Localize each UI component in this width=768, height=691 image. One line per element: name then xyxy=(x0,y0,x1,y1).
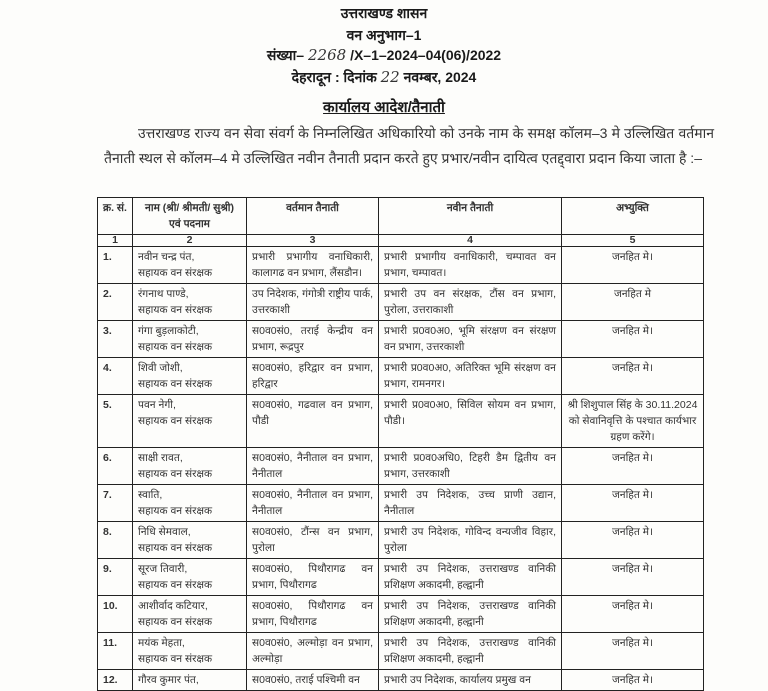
cell-name-name: स्वाति, xyxy=(138,489,163,501)
col-number: 4 xyxy=(379,235,562,247)
cell-name xyxy=(133,321,247,358)
cell-new-posting-new: प्रभारी प्र0व0अ0, सिविल सोयम वन प्रभाग, पौडी। xyxy=(384,399,556,427)
cell-remark xyxy=(562,485,704,522)
table-row xyxy=(98,247,704,284)
cell-sn-sn: 9. xyxy=(103,563,112,575)
cell-sn xyxy=(98,596,133,633)
cell-new-posting-new: प्रभारी उप निदेशक, उत्तराखण्ड वानिकी प्रशिक्षण अकादमी, हल्द्वानी xyxy=(384,563,556,591)
cell-name-name: नवीन चन्द्र पंत, xyxy=(138,251,195,263)
place-date-label: देहरादून : दिनांक xyxy=(291,69,377,85)
cell-new-posting-new: प्रभारी उप निदेशक, कार्यालय प्रमुख वन xyxy=(384,674,531,686)
col-number: 2 xyxy=(133,235,247,247)
cell-new-posting xyxy=(379,284,562,321)
cell-name-name: निधि सेमवाल, xyxy=(138,526,191,538)
cell-name xyxy=(133,284,247,321)
cell-name-post: सहायक वन संरक्षक xyxy=(138,468,213,480)
cell-remark xyxy=(562,633,704,670)
table-row xyxy=(98,284,704,321)
header-name: नाम (श्री/ श्रीमती/ सुश्री) एवं पदनाम xyxy=(133,198,247,235)
cell-sn-sn: 5. xyxy=(103,399,112,411)
cell-sn xyxy=(98,633,133,670)
cell-sn-sn: 10. xyxy=(103,600,118,612)
order-title: कार्यालय आदेश/तैनाती xyxy=(323,99,445,116)
cell-new-posting xyxy=(379,395,562,448)
handwritten-date: 22 xyxy=(380,68,400,86)
cell-name-name: आशीर्वाद कटियार, xyxy=(138,600,208,612)
cell-name-post: सहायक वन संरक्षक xyxy=(138,653,213,665)
table-row xyxy=(98,522,704,559)
cell-name-name: गौरव कुमार पंत, xyxy=(138,674,199,686)
cell-current-posting xyxy=(247,522,379,559)
cell-sn xyxy=(98,321,133,358)
cell-remark xyxy=(562,448,704,485)
cell-current-posting xyxy=(247,247,379,284)
table-row xyxy=(98,485,704,522)
cell-name-name: शिवी जोशी, xyxy=(138,362,183,374)
cell-name xyxy=(133,596,247,633)
col-number: 1 xyxy=(98,235,133,247)
cell-name-name: रंगनाथ पाण्डे, xyxy=(138,288,189,300)
cell-sn-sn: 8. xyxy=(103,526,112,538)
cell-remark-remark: जनहित मे। xyxy=(611,452,654,464)
cell-sn xyxy=(98,670,133,691)
cell-sn xyxy=(98,395,133,448)
cell-sn-sn: 12. xyxy=(103,674,118,686)
header-new: नवीन तैनाती xyxy=(379,198,562,235)
cell-current-posting xyxy=(247,448,379,485)
cell-current-posting-current: स0व0सं0, टौंन्स वन प्रभाग, पुरोला xyxy=(252,526,373,554)
cell-remark xyxy=(562,395,704,448)
cell-sn-sn: 3. xyxy=(103,325,112,337)
date-suffix: नवम्बर, 2024 xyxy=(403,69,477,85)
cell-name-name: गंगा बुड़लाकोटी, xyxy=(138,325,199,337)
government-name: उत्तराखण्ड शासन xyxy=(340,5,428,21)
cell-name xyxy=(133,448,247,485)
cell-sn xyxy=(98,559,133,596)
cell-sn-sn: 6. xyxy=(103,452,112,464)
table-row xyxy=(98,596,704,633)
cell-new-posting xyxy=(379,596,562,633)
cell-name-name: मयंक मेहता, xyxy=(138,637,185,649)
cell-remark xyxy=(562,321,704,358)
cell-new-posting-new: प्रभारी उप निदेशक, उत्तराखण्ड वानिकी प्रशिक्षण अकादमी, हल्द्वानी xyxy=(384,637,556,665)
cell-current-posting xyxy=(247,284,379,321)
cell-sn xyxy=(98,358,133,395)
cell-current-posting-current: स0व0सं0, गढवाल वन प्रभाग, पौडी xyxy=(252,399,373,427)
section-name: वन अनुभाग–1 xyxy=(346,27,422,43)
cell-remark xyxy=(562,247,704,284)
cell-new-posting xyxy=(379,559,562,596)
table-row xyxy=(98,448,704,485)
cell-remark xyxy=(562,522,704,559)
cell-new-posting xyxy=(379,448,562,485)
cell-name xyxy=(133,633,247,670)
title-wrap xyxy=(0,97,768,117)
cell-remark-remark: जनहित मे। xyxy=(611,362,654,374)
cell-sn-sn: 1. xyxy=(103,251,112,263)
cell-current-posting-current: प्रभारी प्रभागीय वनाधिकारी, कालागढ वन प्रभाग, लैंसडौन। xyxy=(252,251,373,279)
cell-new-posting xyxy=(379,247,562,284)
cell-new-posting-new: प्रभारी उप वन संरक्षक, टौंस वन प्रभाग, पुरोला, उत्तराकाशी xyxy=(384,288,556,316)
cell-current-posting xyxy=(247,485,379,522)
cell-new-posting-new: प्रभारी प्र0व0अधि0, टिहरी डैम द्वितीय वन प्रभाग, उत्तरकाशी xyxy=(384,452,556,480)
cell-current-posting xyxy=(247,596,379,633)
cell-remark-remark: जनहित मे। xyxy=(611,637,654,649)
cell-new-posting xyxy=(379,522,562,559)
cell-remark-remark: जनहित मे। xyxy=(611,600,654,612)
cell-name-post: सहायक वन संरक्षक xyxy=(138,505,213,517)
table-row xyxy=(98,633,704,670)
cell-sn-sn: 11. xyxy=(103,637,118,649)
cell-name-name: पवन नेगी, xyxy=(138,399,176,411)
handwritten-number: 2268 xyxy=(307,46,347,64)
table-row xyxy=(98,670,704,691)
cell-name-post: सहायक वन संरक्षक xyxy=(138,341,213,353)
cell-current-posting xyxy=(247,670,379,691)
intro-paragraph xyxy=(104,121,714,171)
cell-name-post: सहायक वन संरक्षक xyxy=(138,542,213,554)
cell-new-posting-new: प्रभारी प्र0व0अ0, भूमि संरक्षण वन संरक्षण वन प्रभाग, उत्तरकाशी xyxy=(384,325,556,353)
cell-sn xyxy=(98,522,133,559)
cell-new-posting-new: प्रभारी उप निदेशक, गोविन्द वन्यजीव विहार, पुरोला xyxy=(384,526,556,554)
col-number: 3 xyxy=(247,235,379,247)
cell-new-posting-new: प्रभारी प्र0व0अ0, अतिरिक्त भूमि संरक्षण वन प्रभाग, रामनगर। xyxy=(384,362,556,390)
cell-current-posting xyxy=(247,559,379,596)
cell-current-posting-current: स0व0सं0, पिथौरागढ वन प्रभाग, पिथौरागढ xyxy=(252,563,373,591)
cell-remark-remark: जनहित मे। xyxy=(611,325,654,337)
cell-name-post: सहायक वन संरक्षक xyxy=(138,378,213,390)
cell-remark-remark: जनहित मे। xyxy=(611,674,654,686)
cell-name xyxy=(133,395,247,448)
intro-text: उत्तराखण्ड राज्य वन सेवा संवर्ग के निम्नलिखित अधिकारियो को उनके नाम के समक्ष कॉलम–3 मे उल्लिखित वर्तमान तैनाती स्थल से कॉलम–4 मे उल्लिखित नवीन तैनाती प्रदान करते हुए प्रभार/नवीन दायित्व एतद्द्वारा प्रदान किया जाता है :– xyxy=(104,125,714,166)
cell-sn xyxy=(98,448,133,485)
cell-remark xyxy=(562,358,704,395)
cell-remark-remark: जनहित मे xyxy=(613,288,652,300)
cell-current-posting-current: स0व0सं0, तराई पश्चिमी वन xyxy=(252,674,360,686)
table-row xyxy=(98,321,704,358)
cell-current-posting xyxy=(247,321,379,358)
cell-new-posting xyxy=(379,633,562,670)
cell-sn xyxy=(98,247,133,284)
cell-name-name: साक्षी रावत, xyxy=(138,452,183,464)
cell-remark-remark: श्री शिशुपाल सिंह के 30.11.2024 को सेवानिवृत्ति के पश्चात कार्यभार ग्रहण करेंगे। xyxy=(567,399,698,443)
cell-remark xyxy=(562,559,704,596)
cell-current-posting-current: स0व0सं0, नैनीताल वन प्रभाग, नैनीताल xyxy=(252,452,373,480)
cell-name-post: सहायक वन संरक्षक xyxy=(138,267,213,279)
cell-new-posting-new: प्रभारी प्रभागीय वनाधिकारी, चम्पावत वन प्रभाग, चम्पावत। xyxy=(384,251,556,279)
number-suffix: /X–1–2024–04(06)/2022 xyxy=(350,47,502,63)
cell-name-post: सहायक वन संरक्षक xyxy=(138,304,213,316)
cell-remark xyxy=(562,284,704,321)
cell-sn xyxy=(98,485,133,522)
cell-name xyxy=(133,247,247,284)
cell-sn-sn: 2. xyxy=(103,288,112,300)
cell-name xyxy=(133,670,247,691)
cell-current-posting xyxy=(247,358,379,395)
cell-name xyxy=(133,358,247,395)
cell-name-post: सहायक वन संरक्षक xyxy=(138,415,213,427)
cell-remark-remark: जनहित मे। xyxy=(611,251,654,263)
table-header-row xyxy=(98,198,704,235)
cell-name-post: सहायक वन संरक्षक xyxy=(138,579,213,591)
cell-remark xyxy=(562,596,704,633)
cell-remark-remark: जनहित मे। xyxy=(611,526,654,538)
posting-table xyxy=(97,197,704,691)
column-number-row xyxy=(98,235,704,247)
header-remark: अभ्युक्ति xyxy=(562,198,704,235)
cell-current-posting-current: स0व0सं0, पिथौरागढ वन प्रभाग, पिथौरागढ xyxy=(252,600,373,628)
cell-remark xyxy=(562,670,704,691)
cell-sn-sn: 7. xyxy=(103,489,112,501)
cell-new-posting xyxy=(379,358,562,395)
place-date xyxy=(0,68,768,87)
col-number: 5 xyxy=(562,235,704,247)
cell-remark-remark: जनहित मे। xyxy=(611,489,654,501)
cell-new-posting-new: प्रभारी उप निदेशक, उत्तराखण्ड वानिकी प्रशिक्षण अकादमी, हल्द्वानी xyxy=(384,600,556,628)
cell-name xyxy=(133,485,247,522)
cell-name xyxy=(133,559,247,596)
cell-new-posting xyxy=(379,321,562,358)
cell-current-posting xyxy=(247,633,379,670)
cell-name xyxy=(133,522,247,559)
cell-new-posting-new: प्रभारी उप निदेशक, उच्च प्राणी उद्यान, नैनीताल xyxy=(384,489,556,517)
cell-current-posting-current: स0व0सं0, हरिद्वार वन प्रभाग, हरिद्वार xyxy=(252,362,373,390)
table-row xyxy=(98,559,704,596)
cell-current-posting-current: स0व0सं0, तराई केन्द्रीय वन प्रभाग, रूद्रपुर xyxy=(252,325,373,353)
cell-sn xyxy=(98,284,133,321)
cell-new-posting xyxy=(379,485,562,522)
cell-sn-sn: 4. xyxy=(103,362,112,374)
cell-current-posting-current: स0व0सं0, अल्मोड़ा वन प्रभाग, अल्मोड़ा xyxy=(252,637,373,665)
number-label: संख्या– xyxy=(266,47,305,63)
order-number xyxy=(0,46,768,65)
cell-remark-remark: जनहित मे। xyxy=(611,563,654,575)
cell-new-posting xyxy=(379,670,562,691)
cell-current-posting-current: उप निदेशक, गंगोत्री राष्ट्रीय पार्क, उत्तरकाशी xyxy=(252,288,373,316)
cell-name-post: सहायक वन संरक्षक xyxy=(138,616,213,628)
table-row xyxy=(98,358,704,395)
cell-name-name: सूरज तिवारी, xyxy=(138,563,188,575)
table-row xyxy=(98,395,704,448)
header-current: वर्तमान तैनाती xyxy=(247,198,379,235)
header-sn: क्र. सं. xyxy=(98,198,133,235)
cell-current-posting-current: स0व0सं0, नैनीताल वन प्रभाग, नैनीताल xyxy=(252,489,373,517)
cell-current-posting xyxy=(247,395,379,448)
